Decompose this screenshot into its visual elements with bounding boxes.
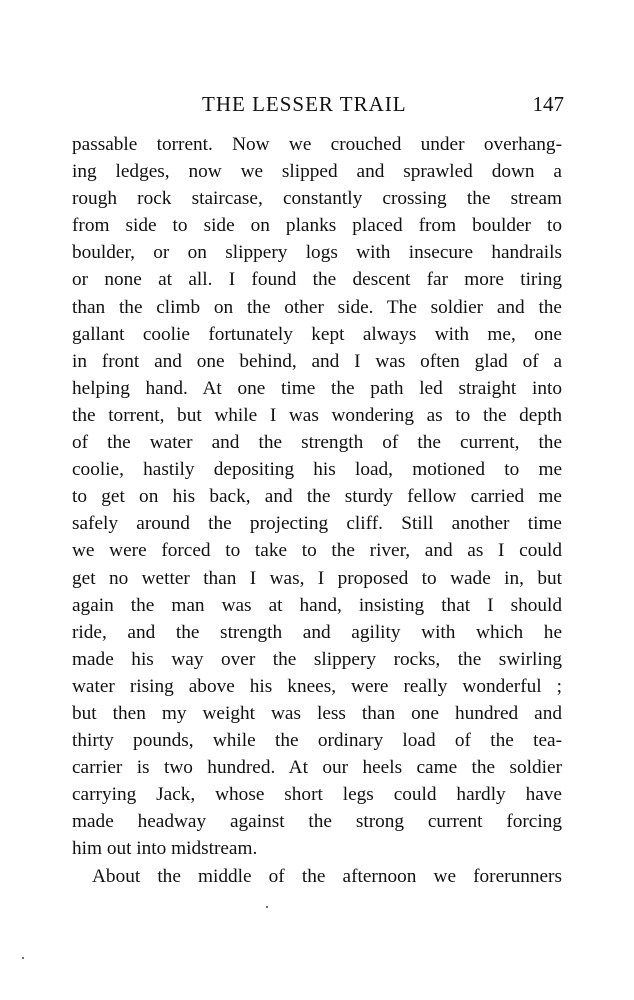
text-line: ing ledges, now we slipped and sprawled down a (72, 161, 562, 183)
text-line: of the water and the strength of the current, the (72, 432, 562, 454)
text-line: again the man was at hand, insisting that I should (72, 594, 562, 616)
text-line: made his way over the slippery rocks, the swirling (72, 648, 562, 670)
text-line: coolie, hastily depositing his load, motioned to me (72, 459, 562, 481)
text-line: or none at all. I found the descent far more tiring (72, 269, 562, 291)
running-title: THE LESSER TRAIL (202, 92, 407, 116)
paragraph-2 (72, 863, 562, 890)
text-line: safely around the projecting cliff. Still another time (72, 513, 562, 535)
running-head (72, 92, 564, 122)
text-line: carrier is two hundred. At our heels came the soldier (72, 757, 562, 779)
text-line: to get on his back, and the sturdy fellow carried me (72, 486, 562, 508)
text-line: we were forced to take to the river, and as I could (72, 540, 562, 562)
page-number: 147 (532, 92, 564, 116)
text-line: than the climb on the other side. The soldier and the (72, 296, 562, 318)
text-line: carrying Jack, whose short legs could hardly have (72, 784, 562, 806)
text-line: About the middle of the afternoon we forerunners (92, 865, 562, 887)
text-line: thirty pounds, while the ordinary load of the tea- (72, 730, 562, 752)
text-line: but then my weight was less than one hundred and (72, 702, 562, 724)
text-line: helping hand. At one time the path led straight into (72, 377, 562, 399)
body-text (72, 131, 562, 890)
text-line: passable torrent. Now we crouched under overhang- (72, 134, 562, 155)
text-line: in front and one behind, and I was often glad of a (72, 350, 562, 372)
paragraph-1 (72, 131, 562, 863)
scan-speck (266, 906, 268, 908)
text-line: from side to side on planks placed from boulder to (72, 215, 562, 237)
text-line: rough rock staircase, constantly crossing the stream (72, 188, 562, 210)
scan-speck (22, 957, 24, 959)
text-line: get no wetter than I was, I proposed to wade in, but (72, 567, 562, 589)
text-line: water rising above his knees, were really wonderful ; (72, 675, 562, 697)
text-line: him out into midstream. (72, 838, 258, 860)
text-line: boulder, or on slippery logs with insecure handrails (72, 242, 562, 264)
text-line: ride, and the strength and agility with which he (72, 621, 562, 643)
text-line: made headway against the strong current forcing (72, 811, 562, 833)
text-line: the torrent, but while I was wondering as to the depth (72, 404, 562, 426)
text-line: gallant coolie fortunately kept always with me, one (72, 323, 562, 345)
